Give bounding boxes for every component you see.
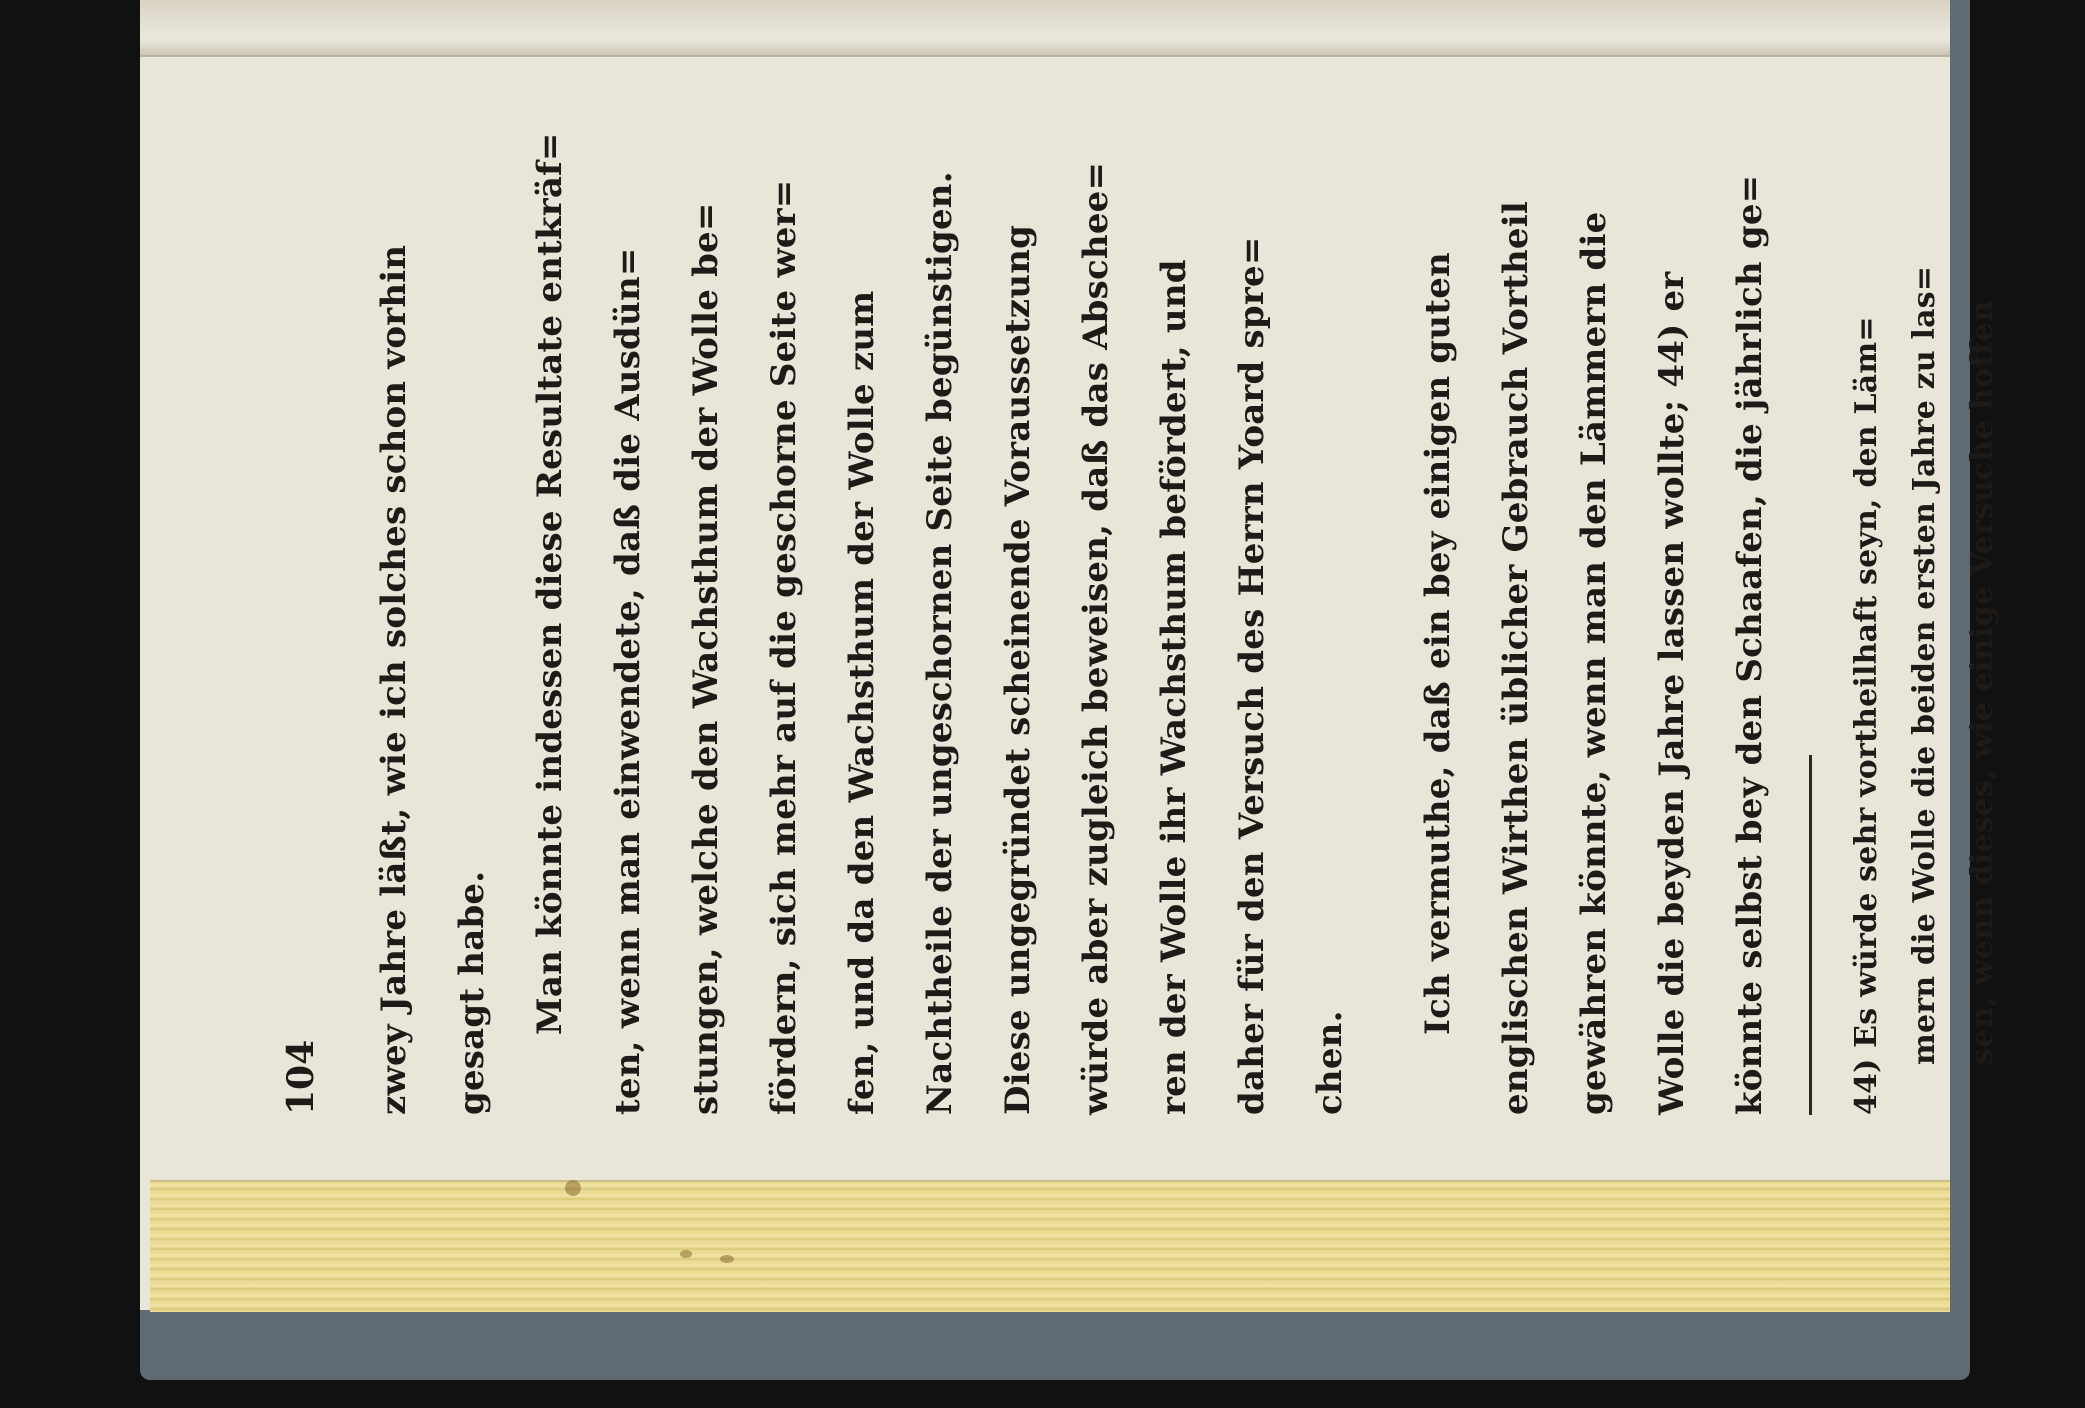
text-line: gewähren könnte, wenn man den Lämmern die (1574, 211, 1614, 1115)
foxing-spot (720, 1255, 734, 1263)
footnote (1838, 115, 2012, 1115)
body-text (300, 115, 2012, 1115)
paragraph (1399, 115, 1789, 1115)
text-line: fen, und da den Wachsthum der Wolle zum (842, 290, 882, 1115)
text-line: zwey Jahre läßt, wie ich solches schon vorhin (374, 244, 414, 1115)
page-number: 104 (280, 1039, 322, 1115)
text-line: gesagt habe. (452, 870, 492, 1115)
text-line: Ich vermuthe, daß ein bey einigen guten (1418, 252, 1458, 1035)
footnote-divider (1809, 755, 1812, 1115)
page-top-edge (140, 0, 1950, 57)
footnote-line: 44) Es würde sehr vortheilhaft seyn, den Läm= (1849, 316, 1884, 1115)
page-fore-edge (150, 1180, 1950, 1312)
text-line: würde aber zugleich beweisen, daß das Abschee= (1076, 161, 1116, 1115)
text-line: daher für den Versuch des Herrn Yoard spre= (1232, 236, 1272, 1115)
footnote-line: sen, wenn dieses, wie einige Versuche hoffen (1965, 300, 2000, 1065)
text-line: chen. (1310, 1010, 1350, 1115)
text-line: englischen Wirthen üblicher Gebrauch Vortheil (1496, 201, 1536, 1115)
text-line: Man könnte indessen diese Resultate entkräf= (530, 132, 570, 1035)
text-line: ren der Wolle ihr Wachsthum befördert, und (1154, 259, 1194, 1115)
text-line: Nachtheile der ungeschornen Seite begünstigen. (920, 171, 960, 1115)
page-text-area (150, 60, 2000, 1170)
text-line: fördern, sich mehr auf die geschorne Seite wer= (764, 179, 804, 1115)
text-line: stungen, welche den Wachsthum der Wolle be= (686, 202, 726, 1115)
footnote-line: mern die Wolle die beiden ersten Jahre zu las= (1907, 265, 1942, 1065)
foxing-spot (680, 1250, 692, 1258)
paragraph (355, 115, 511, 1115)
rotated-page-content (150, 60, 2000, 1170)
text-line: könnte selbst bey den Schaafen, die jährlich ge= (1730, 174, 1770, 1115)
text-line: ten, wenn man einwendete, daß die Ausdün= (608, 247, 648, 1115)
text-line: Wolle die beyden Jahre lassen wollte; 44) er (1652, 271, 1692, 1115)
foxing-spot (565, 1180, 581, 1196)
text-line: Diese ungegründet scheinende Voraussetzung (998, 224, 1038, 1115)
paragraph (511, 115, 1369, 1115)
